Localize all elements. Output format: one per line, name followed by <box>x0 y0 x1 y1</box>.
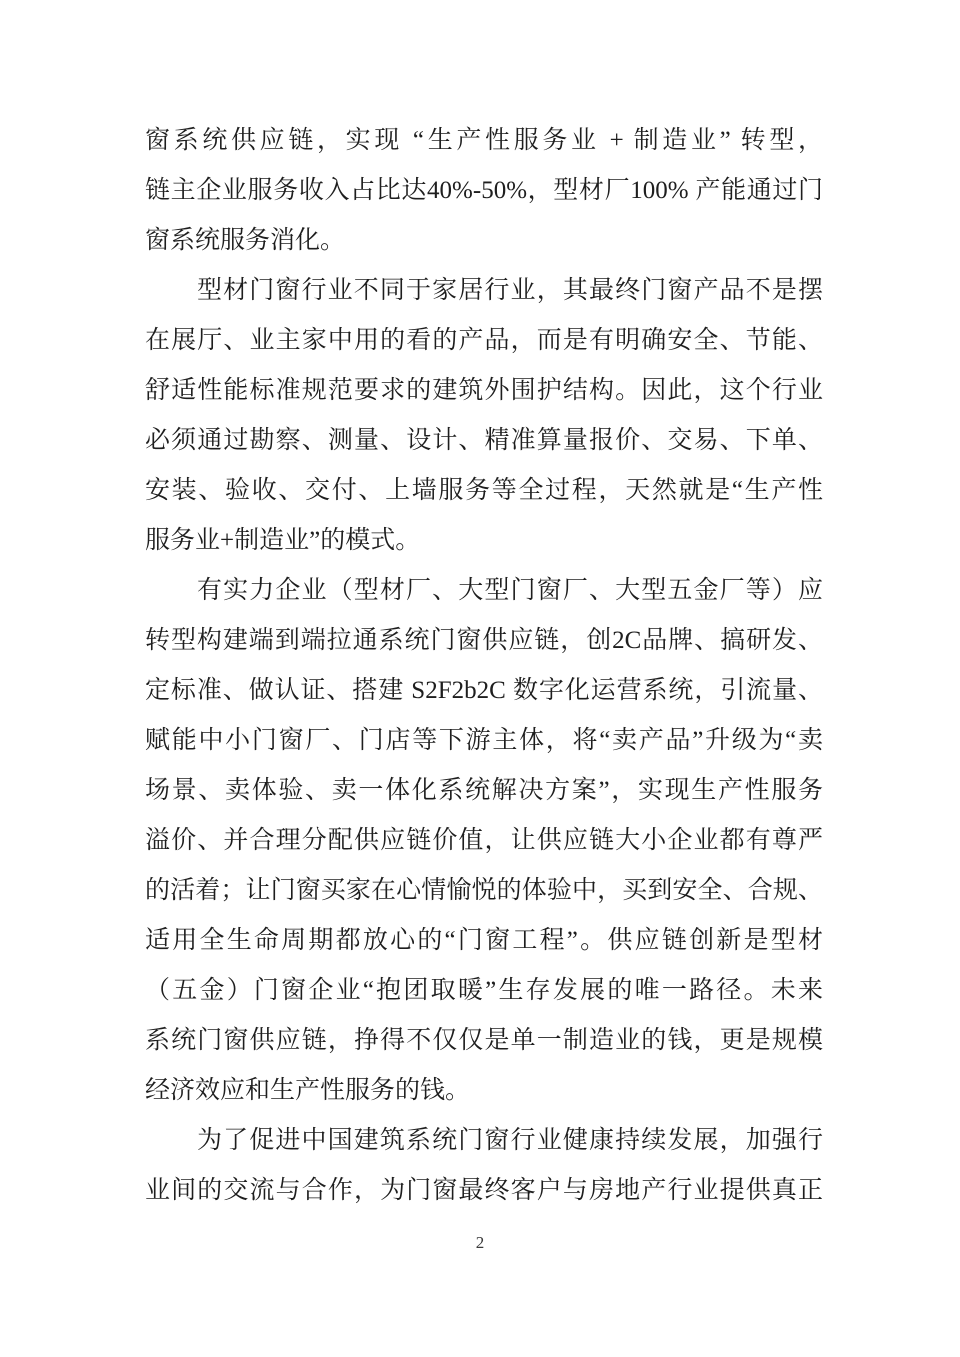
text-line: 安装、验收、交付、上墙服务等全过程，天然就是“生产性 <box>145 477 823 504</box>
page-number: 2 <box>475 1233 485 1252</box>
text-line: 窗系统供应链，实现 “生产性服务业 + 制造业” 转型， <box>145 127 823 154</box>
text-line: 型材门窗行业不同于家居行业，其最终门窗产品不是摆 <box>197 277 823 304</box>
text-line: 系统门窗供应链，挣得不仅仅是单一制造业的钱，更是规模 <box>145 1027 823 1054</box>
text-line: 的活着；让门窗买家在心情愉悦的体验中，买到安全、合规、 <box>145 877 823 904</box>
text-line: 赋能中小门窗厂、门店等下游主体，将“卖产品”升级为“卖 <box>145 727 823 754</box>
text-line: 舒适性能标准规范要求的建筑外围护结构。因此，这个行业 <box>145 377 823 404</box>
text-line: 定标准、做认证、搭建 S2F2b2C 数字化运营系统，引流量、 <box>145 677 823 704</box>
text-line: 场景、卖体验、卖一体化系统解决方案”，实现生产性服务 <box>145 777 823 804</box>
text-line: 在展厅、业主家中用的看的产品，而是有明确安全、节能、 <box>145 327 823 354</box>
text-line: 适用全生命周期都放心的“门窗工程”。供应链创新是型材 <box>145 927 823 954</box>
text-line: 业间的交流与合作，为门窗最终客户与房地产行业提供真正 <box>145 1177 823 1204</box>
text-line: 溢价、并合理分配供应链价值，让供应链大小企业都有尊严 <box>145 827 823 854</box>
page-body <box>145 116 823 1216</box>
text-line: 窗系统服务消化。 <box>145 227 346 254</box>
page-footer <box>0 1233 960 1263</box>
text-line: 有实力企业（型材厂、大型门窗厂、大型五金厂等）应 <box>197 577 823 604</box>
text-line: 为了促进中国建筑系统门窗行业健康持续发展，加强行 <box>197 1127 823 1154</box>
text-line: 转型构建端到端拉通系统门窗供应链，创2C品牌、搞研发、 <box>145 627 823 654</box>
text-line: 经济效应和生产性服务的钱。 <box>145 1077 471 1104</box>
text-line: 链主企业服务收入占比达40%-50%，型材厂100% 产能通过门 <box>145 177 823 204</box>
text-line: 服务业+制造业”的模式。 <box>145 527 421 554</box>
text-line: 必须通过勘察、测量、设计、精准算量报价、交易、下单、 <box>145 427 823 454</box>
text-line: （五金）门窗企业“抱团取暖”生存发展的唯一路径。未来 <box>145 977 823 1004</box>
